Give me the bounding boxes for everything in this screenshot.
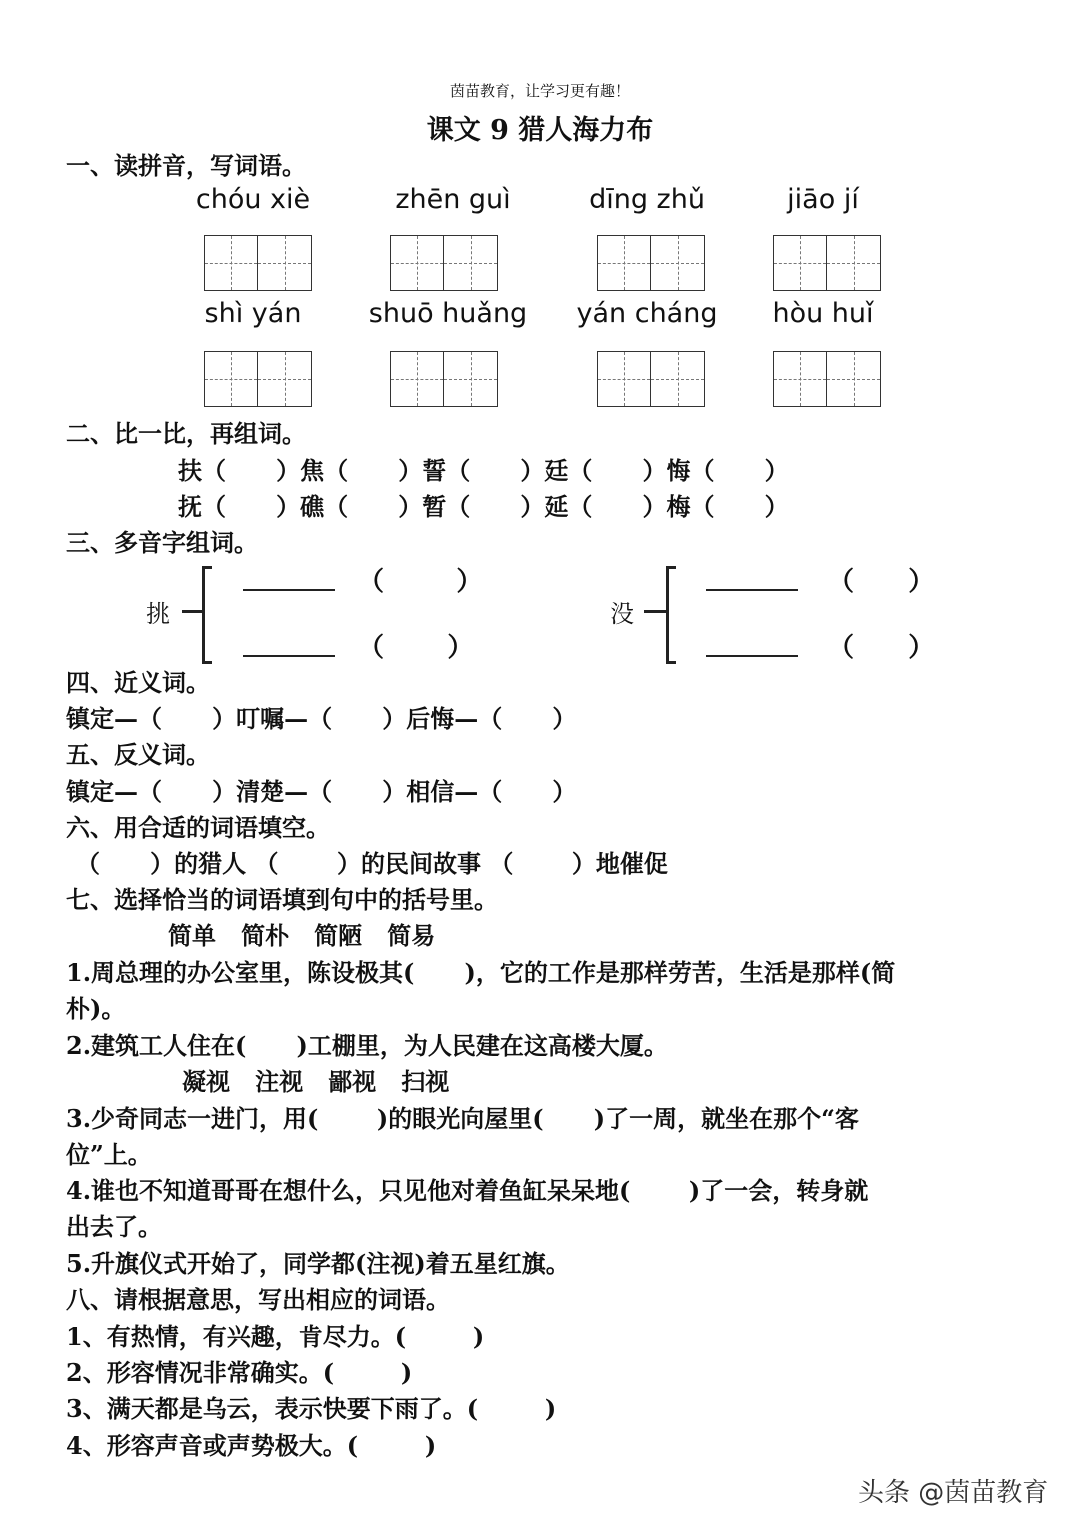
meaning-item-1: 1、有热情，有兴趣，肯尽力。( ) xyxy=(66,1322,485,1351)
writing-grid[interactable] xyxy=(204,235,312,291)
question-5: 5.升旗仪式开始了，同学都(注视)着五星红旗。 xyxy=(66,1249,570,1278)
polyphone-char-1: 挑 xyxy=(146,600,170,628)
pinyin-1: chóu xiè xyxy=(195,184,311,215)
answer-blank[interactable] xyxy=(243,589,335,591)
section-5-heading: 五、反义词。 xyxy=(66,740,210,769)
meaning-item-4: 4、形容声音或声势极大。( ) xyxy=(66,1431,437,1460)
pinyin-5: shì yán xyxy=(204,298,302,329)
question-4-line-2: 出去了。 xyxy=(66,1212,162,1241)
section-6-heading: 六、用合适的词语填空。 xyxy=(66,813,330,842)
section-1-heading: 一、读拼音，写词语。 xyxy=(66,151,306,180)
writing-grid[interactable] xyxy=(597,351,705,407)
brace xyxy=(666,566,676,664)
antonym-line: 镇定—（ ）清楚—（ ）相信—（ ） xyxy=(66,777,577,806)
answer-blank[interactable] xyxy=(706,655,798,657)
pinyin-4: jiāo jí xyxy=(787,184,859,215)
fill-line: （ ）的猎人 （ ）的民间故事 （ ）地催促 xyxy=(76,849,668,878)
brace-stem xyxy=(644,610,666,613)
section-4-heading: 四、近义词。 xyxy=(66,668,210,697)
meaning-item-3: 3、满天都是乌云，表示快要下雨了。( ) xyxy=(66,1394,557,1423)
page-tagline: 茵苗教育，让学习更有趣！ xyxy=(449,82,630,100)
paren-slot: （ ） xyxy=(358,567,483,597)
pinyin-2: zhēn guì xyxy=(395,184,511,215)
polyphone-char-2: 没 xyxy=(610,600,634,628)
word-bank-1: 简单 简朴 简陋 简易 xyxy=(168,921,436,950)
paren-slot: （ ） xyxy=(358,633,474,663)
page-title: 课文 9 猎人海力布 xyxy=(426,115,654,146)
paren-slot: （ ） xyxy=(828,633,935,663)
question-3-line-1: 3.少奇同志一进门，用( )的眼光向屋里( )了一周，就坐在那个“客 xyxy=(66,1104,859,1133)
question-2: 2.建筑工人住在( )工棚里，为人民建在这高楼大厦。 xyxy=(66,1031,668,1060)
brace-stem xyxy=(182,610,202,613)
answer-blank[interactable] xyxy=(243,655,335,657)
writing-grid[interactable] xyxy=(773,235,881,291)
question-3-line-2: 位”上。 xyxy=(66,1140,152,1169)
synonym-line: 镇定—（ ）叮嘱—（ ）后悔—（ ） xyxy=(66,704,577,733)
brace xyxy=(202,566,212,664)
section-2-heading: 二、比一比，再组词。 xyxy=(66,419,306,448)
writing-grid[interactable] xyxy=(773,351,881,407)
writing-grid[interactable] xyxy=(390,235,498,291)
question-4-line-1: 4.谁也不知道哥哥在想什么，只见他对着鱼缸呆呆地( )了一会，转身就 xyxy=(66,1176,869,1205)
section-8-heading: 八、请根据意思，写出相应的词语。 xyxy=(66,1285,450,1314)
compare-line-1: 扶（ ）焦（ ）誓（ ）廷（ ）悔（ ） xyxy=(178,456,789,485)
pinyin-7: yán cháng xyxy=(576,298,718,329)
answer-blank[interactable] xyxy=(706,589,798,591)
paren-slot: （ ） xyxy=(828,567,935,597)
section-7-heading: 七、选择恰当的词语填到句中的括号里。 xyxy=(66,885,498,914)
question-1-line-1: 1.周总理的办公室里，陈设极其( )，它的工作是那样劳苦，生活是那样(简 xyxy=(66,958,896,987)
compare-line-2: 抚（ ）礁（ ）暂（ ）延（ ）梅（ ） xyxy=(178,492,789,521)
writing-grid[interactable] xyxy=(597,235,705,291)
word-bank-2: 凝视 注视 鄙视 扫视 xyxy=(182,1067,450,1096)
question-1-line-2: 朴)。 xyxy=(66,994,126,1023)
pinyin-6: shuō huǎng xyxy=(368,298,528,329)
section-3-heading: 三、多音字组词。 xyxy=(66,528,258,557)
writing-grid[interactable] xyxy=(390,351,498,407)
watermark: 头条 @茵苗教育 xyxy=(858,1478,1049,1508)
pinyin-3: dīng zhǔ xyxy=(589,184,705,215)
pinyin-8: hòu huǐ xyxy=(772,298,874,329)
meaning-item-2: 2、形容情况非常确实。( ) xyxy=(66,1358,413,1387)
writing-grid[interactable] xyxy=(204,351,312,407)
